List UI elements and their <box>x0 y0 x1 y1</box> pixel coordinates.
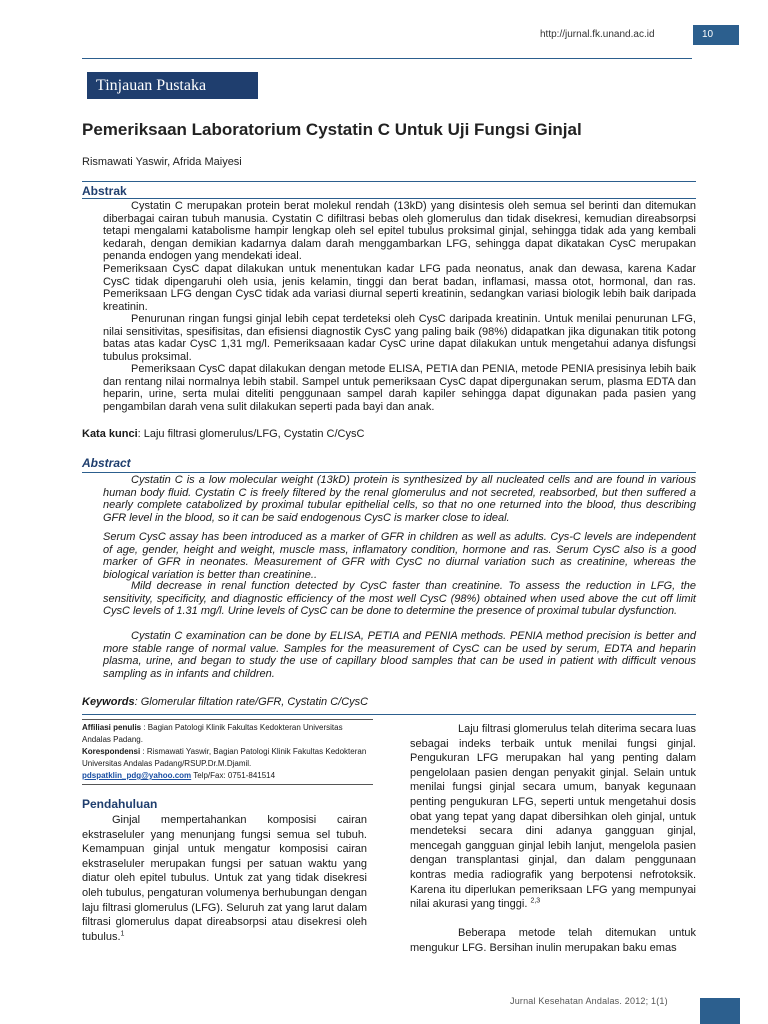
abstrak-heading: Abstrak <box>82 184 127 198</box>
abstract-paragraph: Cystatin C is a low molecular weight (13kD) protein is synthesized by all nucleated cells and are found in various human body fluid. Cystatin C is freely filtered by the renal glomerulus and not secreted, reabsorbed, but then suffered a nearly complete catabolized by proximal tubular epithelial cells, so that no one returned into the blood, thus describing GFR level in the blood, so it can be said endogenous CysC is marker close to ideal. <box>103 474 696 524</box>
abstrak-top-rule <box>82 181 696 182</box>
abstrak-paragraph: Pemeriksaan CysC dapat dilakukan dengan metode ELISA, PETIA dan PENIA, metode PENIA presisinya lebih baik dan rentang nilai normalnya lebih stabil. Sampel untuk pemeriksaan CysC dapat dipergunakan serum, plasma EDTA dan heparin, urine, serta mulai diteliti penggunaan sampel darah kapiler sehingga dapat digunakan pada pasien yang pengambilan darah vena sulit dilakukan seperti pada bayi dan anak. <box>103 363 696 413</box>
abstrak-under-rule <box>82 198 696 199</box>
affiliation-bottom-rule <box>82 784 373 785</box>
correspondence-text: : Rismawati Yaswir, Bagian Patologi Klinik Fakultas Kedokteran Universitas Andalas Padang/RSUP.Dr.M.Djamil. <box>82 747 367 768</box>
contact-line <box>82 770 373 782</box>
phone-text: Telp/Fax: 0751-841514 <box>191 771 276 780</box>
abstrak-paragraph: Cystatin C merupakan protein berat molekul rendah (13kD) yang disintesis oleh semua sel berinti dan ditemukan diberbagai cairan tubuh manusia. Cystatin C difiltrasi bebas oleh glomerulus dan tidak disekresi, kemudian direabsorpsi tetapi mengalami katabolisme hampir lengkap oleh sel epitel tubulus proksimal ginjal, sehingga tidak ada yang kembali kedarah, dengan demikian kadarnya dalam darah menggambarkan LFG, sehingga dapat dikatakan CysC merupakan penanda endogen yang mendekati ideal. <box>103 200 696 262</box>
correspondence-label: Korespondensi <box>82 747 141 756</box>
abstrak-paragraph: Penurunan ringan fungsi ginjal lebih cepat terdeteksi oleh CysC daripada kreatinin. Untuk menilai penurunan LFG, nilai sensitivitas, spesifisitas, dan efisiensi diagnostik CysC yang paling baik (98%) didapatkan jika digunakan titik potong batas atas kadar CysC 1,31 mg/l. Pemeriksaaan kadar CysC urine dapat dilakukan untuk mengetahui adanya disfungsi tubulus proksimal. <box>103 313 696 363</box>
section-label: Tinjauan Pustaka <box>87 72 258 99</box>
keywords-value: : Glomerular filtation rate/GFR, Cystatin C/CysC <box>134 696 369 708</box>
keywords <box>82 696 368 708</box>
footer-bar <box>700 998 740 1024</box>
kata-kunci-value: : Laju filtrasi glomerulus/LFG, Cystatin C/CysC <box>137 428 365 440</box>
right-column-paragraph: Beberapa metode telah ditemukan untuk mengukur LFG. Bersihan inulin merupakan baku emas <box>410 927 696 954</box>
abstrak-paragraph: Pemeriksaan CysC dapat dilakukan untuk menentukan kadar LFG pada neonatus, anak dan dewasa, karena Kadar CysC tidak dipengaruhi oleh usia, jenis kelamin, tinggi dan berat badan, inflamasi, massa otot, hormonal, dan ras. Pemeriksaan LFG dengan CysC tidak ada variasi diurnal seperti kreatinin, sedangkan variasi biologik lebih baik daripada kreatinin. <box>103 263 696 313</box>
affiliation-top-rule <box>82 719 373 720</box>
reference-marker: 1 <box>120 930 125 938</box>
right-paragraph-text: Laju filtrasi glomerulus telah diterima secara luas sebagai indeks terbaik untuk menilai fungsi ginjal. Pengukuran LFG merupakan hal yang penting dalam pengelolaan pasien dengan penyakit ginjal. Selain untuk menilai fungsi ginjal secara umum, banyak kegunaan penting pengukuran LFG, seperti untuk mengetahui dosis obat yang tepat yang dapat dibersihkan oleh ginjal, untuk mendeteksi secara dini adanya gangguan ginjal, mencegah gangguan ginjal lebih lanjut, mengelola pasien dengan transplantasi ginjal, dan dalam penggunaan kontras media radiografik yang berpotensi nefrotoksik. Karena itu diperlukan pemeriksaan LFG yang mempunyai nilai akurasi yang tinggi. <box>410 723 696 911</box>
abstract-under-rule <box>82 472 696 473</box>
affiliation-box <box>82 722 373 782</box>
affiliation-label: Affiliasi penulis <box>82 723 142 732</box>
article-authors: Rismawati Yaswir, Afrida Maiyesi <box>82 156 242 168</box>
kata-kunci-label: Kata kunci <box>82 428 138 440</box>
header-divider <box>82 58 692 59</box>
pendahuluan-heading: Pendahuluan <box>82 797 158 811</box>
pendahuluan-text: Ginjal mempertahankan komposisi cairan ekstraseluler yang menunjang fungsi semua sel tubuh. Kemampuan ginjal untuk mengatur komposisi cairan ekstraseluler merupakan fungsi per satuan waktu yang diatur oleh epitel tubulus. Untuk zat yang tidak disekresi oleh tubulus, pengaturan volumenya berhubungan dengan laju filtrasi glomerulus (LFG). Seluruh zat yang larut dalam filtrasi glomerulus dapat direabsorpsi atau disekresi oleh tubulus. <box>82 814 368 943</box>
correspondence-line <box>82 746 373 770</box>
footer-citation: Jurnal Kesehatan Andalas. 2012; 1(1) <box>510 996 668 1006</box>
journal-url[interactable]: http://jurnal.fk.unand.ac.id <box>540 29 655 40</box>
abstract-paragraph: Cystatin C examination can be done by ELISA, PETIA and PENIA methods. PENIA method precision is better and more stable range of normal value. Samples for the measurement of CysC can be used by serum, EDTA and heparin plasma, urine, and began to study the use of capillary blood samples that can be used in patient with difficult venous sampling as in infants and children. <box>103 630 696 680</box>
abstract-bottom-rule <box>82 714 696 715</box>
abstract-paragraph: Serum CysC assay has been introduced as a marker of GFR in children as well as adults. Cys-C levels are independent of age, gender, height and weight, muscle mass, inflamatory condition, hormone and ras. Serum CysC also is a good marker of GFR in neonates. Measurement of GFR with CysC no diurnal variation such as creatinine, whereas the biological variation is better than creatinine.. <box>103 531 696 581</box>
affiliation-text: : Bagian Patologi Klinik Fakultas Kedokteran Universitas Andalas Padang. <box>82 723 343 744</box>
keywords-label: Keywords <box>82 696 135 708</box>
right-column-paragraph <box>410 722 696 912</box>
kata-kunci <box>82 428 364 440</box>
abstract-paragraph: Mild decrease in renal function detected by CysC faster than creatinine. To assess the reduction in LFG, the sensitivity, specificity, and diagnostic efficiency of the most well CysC (98%) obtained when used above the cut off limit CysC levels of 1.31 mg/l. Urine levels of CysC can be done to determine the presence of proximal tubular dysfunction. <box>103 580 696 617</box>
pendahuluan-paragraph <box>82 813 367 944</box>
affiliation-line <box>82 722 373 746</box>
article-title: Pemeriksaan Laboratorium Cystatin C Untuk Uji Fungsi Ginjal <box>82 120 582 139</box>
reference-marker: 2,3 <box>530 897 541 905</box>
abstract-heading: Abstract <box>82 456 131 470</box>
email-link[interactable]: pdspatklin_pdg@yahoo.com <box>82 771 192 780</box>
page-number: 10 <box>693 25 739 45</box>
